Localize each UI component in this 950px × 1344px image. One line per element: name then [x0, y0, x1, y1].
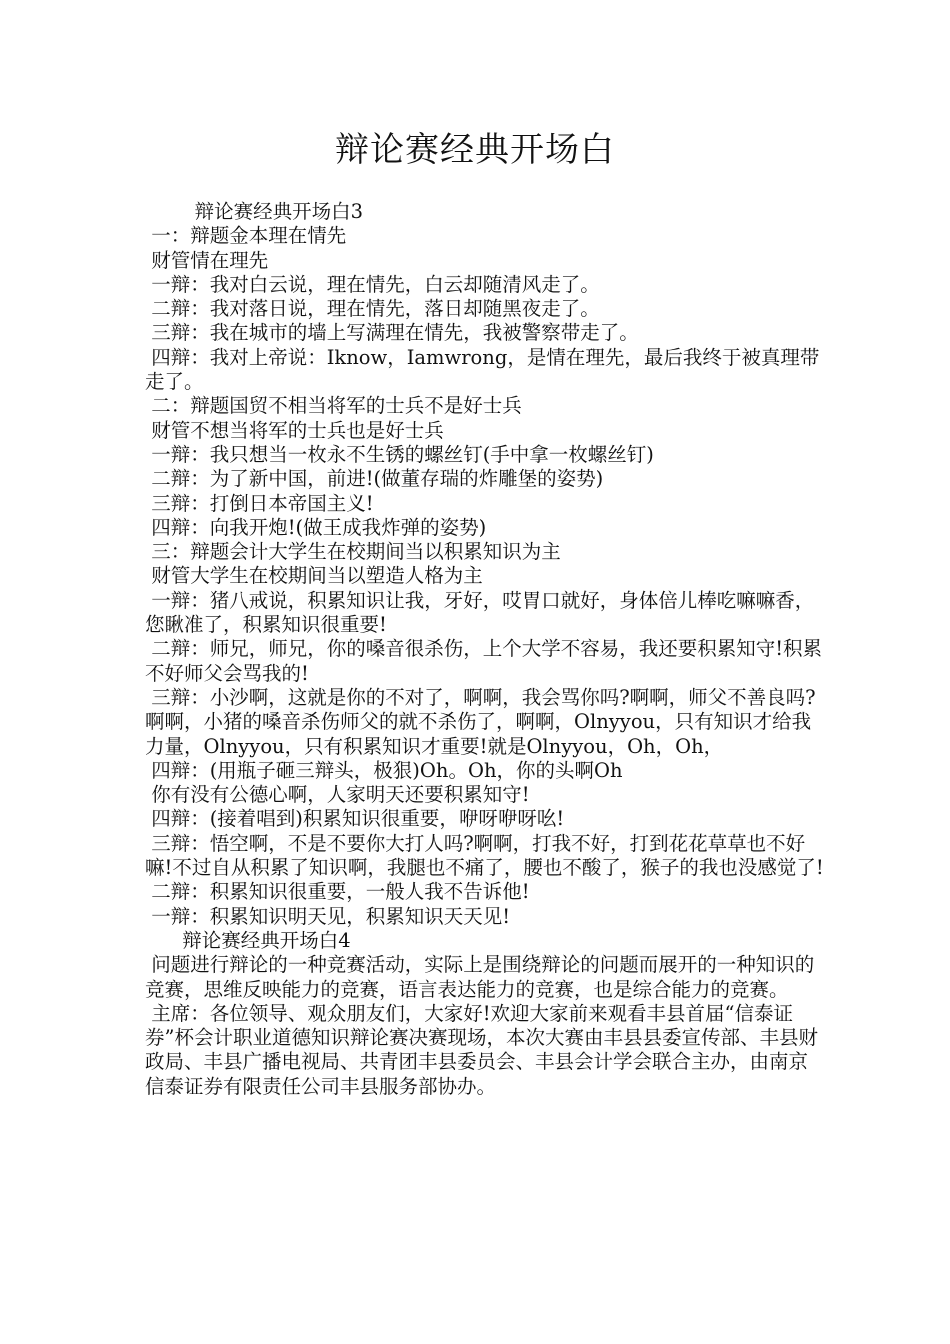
paragraph: 四辩：(用瓶子砸三辩头，极狠)Oh。Oh，你的头啊Oh [145, 758, 623, 782]
paragraph: 财管不想当将军的士兵也是好士兵 [145, 418, 444, 442]
paragraph: 三：辩题会计大学生在校期间当以积累知识为主 [145, 540, 561, 564]
paragraph: 二辩：积累知识很重要，一般人我不告诉他! [145, 880, 530, 904]
paragraph: 问题进行辩论的一种竞赛活动，实际上是围绕辩论的问题而展开的一种知识的竞赛，思维反映能力的竞赛，语言表达能力的竞赛，也是综合能力的竞赛。 [145, 953, 815, 1001]
paragraph: 一辩：我只想当一枚永不生锈的螺丝钉(手中拿一枚螺丝钉) [145, 442, 654, 466]
document-title: 辩论赛经典开场白 [335, 130, 615, 170]
paragraph: 一辩：我对白云说，理在情先，白云却随清风走了。 [145, 272, 600, 296]
paragraph: 财管大学生在校期间当以塑造人格为主 [145, 564, 483, 588]
paragraph: 四辩：(接着唱到)积累知识很重要，咿呀咿呀吆! [145, 807, 565, 831]
document-body [145, 200, 825, 1099]
paragraph: 三辩：悟空啊，不是不要你大打人吗?啊啊，打我不好，打到花花草草也不好嘛!不过自从积累了知识啊，我腿也不痛了，腰也不酸了，猴子的我也没感觉了! [145, 831, 824, 880]
paragraph: 你有没有公德心啊，人家明天还要积累知守! [145, 783, 530, 807]
paragraph: 一辩：猪八戒说，积累知识让我，牙好，哎胃口就好，身体倍儿棒吃嘛嘛香，您瞅准了，积累知识很重要! [145, 588, 815, 637]
paragraph: 二辩：为了新中国，前进!(做董存瑞的炸雕堡的姿势) [145, 467, 604, 491]
paragraph: 四辩：向我开炮!(做王成我炸弹的姿势) [145, 515, 487, 539]
paragraph: 财管情在理先 [145, 248, 269, 272]
paragraph: 一：辩题金本理在情先 [145, 224, 347, 248]
paragraph: 二：辩题国贸不相当将军的士兵不是好士兵 [145, 394, 522, 418]
paragraph: 三辩：我在城市的墙上写满理在情先，我被警察带走了。 [145, 321, 639, 345]
paragraph: 二辩：我对落日说，理在情先，落日却随黑夜走了。 [145, 297, 600, 321]
paragraph: 二辩：师兄，师兄，你的嗓音很杀伤，上个大学不容易，我还要积累知守!积累不好师父会骂我的! [145, 637, 823, 685]
paragraph: 四辩：我对上帝说：Iknow，Iamwrong，是情在理先，最后我终于被真理带走了。 [145, 345, 820, 394]
paragraph: 主席：各位领导、观众朋友们，大家好!欢迎大家前来观看丰县首届“信泰证券”杯会计职业道德知识辩论赛决赛现场，本次大赛由丰县县委宣传部、丰县财政局、丰县广播电视局、共青团丰县委员会、丰县会计学会联合主办，由南京信泰证券有限责任公司丰县服务部协办。 [145, 1001, 818, 1098]
paragraph: 辩论赛经典开场白4 [145, 928, 351, 952]
paragraph: 三辩：小沙啊，这就是你的不对了，啊啊，我会骂你吗?啊啊，师父不善良吗?啊啊，小猪的嗓音杀伤师父的就不杀伤了，啊啊，Olnyyou，只有知识才给我力量，Olnyyou，只有积累知识才重要!就是Olnyyou，Oh，Oh， [145, 685, 816, 758]
paragraph: 三辩：打倒日本帝国主义! [145, 491, 374, 515]
paragraph: 一辩：积累知识明天见，积累知识天天见! [145, 904, 511, 928]
paragraph: 辩论赛经典开场白3 [145, 200, 364, 223]
